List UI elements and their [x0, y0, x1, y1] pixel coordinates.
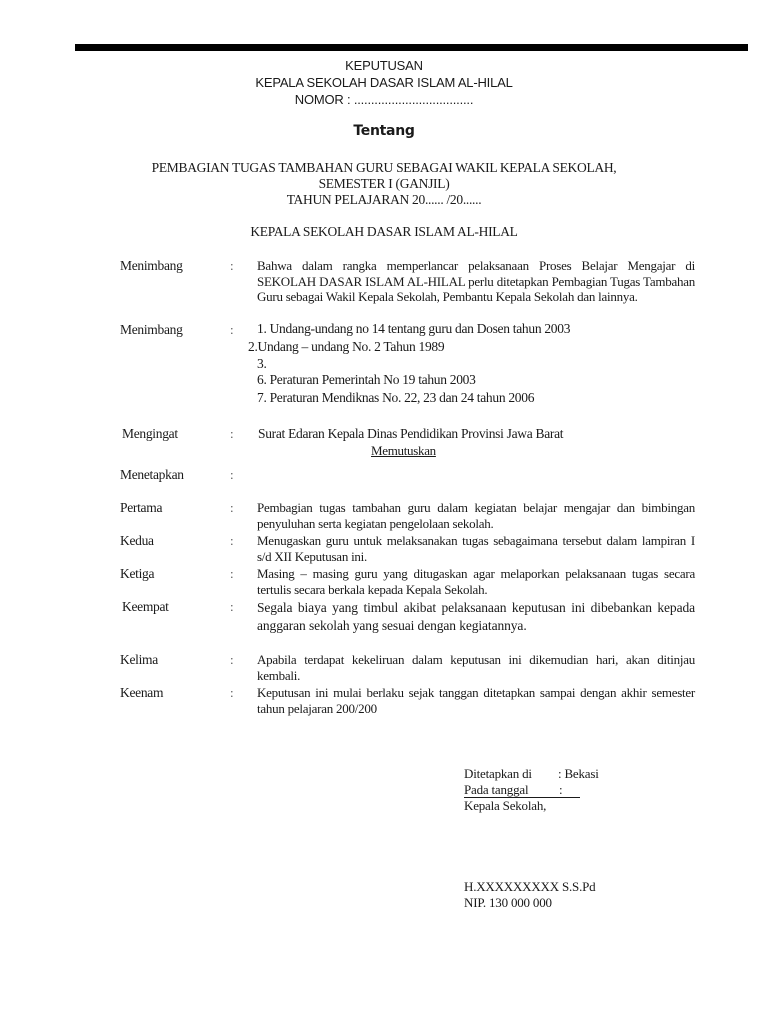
memutuskan-heading: Memutuskan [371, 443, 436, 458]
keempat-label: Keempat [122, 599, 169, 614]
menimbang-label: Menimbang [120, 258, 183, 273]
menetapkan-label: Menetapkan [120, 467, 184, 482]
document-subtitle: KEPALA SEKOLAH DASAR ISLAM AL-HILAL [255, 75, 513, 90]
subject-line-3: TAHUN PELAJARAN 20...... /20...... [286, 192, 482, 207]
ditetapkan-value: : Bekasi [558, 766, 599, 781]
ketiga-colon: : [230, 566, 234, 581]
pertama-text: Pembagian tugas tambahan guru dalam kegiatan belajar mengajar dan bimbingan penyuluhan serta kegiatan pengelolaan sekolah. [257, 500, 695, 531]
kedua-colon: : [230, 533, 234, 548]
signature-name: H.XXXXXXXXX S.S.Pd [464, 879, 596, 894]
kelima-label: Kelima [120, 652, 158, 667]
menimbang-item: 3. [257, 356, 267, 371]
menimbang-item: 1. Undang-undang no 14 tentang guru dan Dosen tahun 2003 [257, 321, 571, 336]
subject-line-1: PEMBAGIAN TUGAS TAMBAHAN GURU SEBAGAI WAKIL KEPALA SEKOLAH, [151, 160, 617, 175]
document-number: NOMOR : ................................... [294, 92, 474, 107]
menimbang-item: 2.Undang – undang No. 2 Tahun 1989 [248, 339, 445, 354]
keenam-label: Keenam [120, 685, 164, 700]
document-title: KEPUTUSAN [345, 58, 423, 73]
pertama-label: Pertama [120, 500, 163, 515]
ditetapkan-label: Ditetapkan di [464, 766, 532, 781]
kedua-text: Menugaskan guru untuk melaksanakan tugas sebagaimana tersebut dalam lampiran I s/d XII Keputusan ini. [257, 533, 695, 564]
menimbang-item: 7. Peraturan Mendiknas No. 22, 23 dan 24 tahun 2006 [257, 390, 535, 405]
menimbang-item: 6. Peraturan Pemerintah No 19 tahun 2003 [257, 372, 476, 387]
menimbang-2-label: Menimbang [120, 322, 183, 337]
pada-tanggal-value: : [559, 782, 563, 797]
kedua-label: Kedua [120, 533, 154, 548]
mengingat-label: Mengingat [122, 426, 178, 441]
kelima-text: Apabila terdapat kekeliruan dalam keputusan ini dikemudian hari, akan ditinjau kembali. [257, 652, 695, 683]
ketiga-label: Ketiga [120, 566, 155, 581]
keenam-text: Keputusan ini mulai berlaku sejak tanggan ditetapkan sampai dengan akhir semester tahun pelajaran 200/200 [257, 685, 695, 716]
subject-line-2: SEMESTER I (GANJIL) [318, 176, 450, 191]
pada-tanggal [464, 782, 580, 798]
signature-nip: NIP. 130 000 000 [464, 895, 552, 910]
menimbang-2-colon: : [230, 322, 234, 337]
keempat-text: Segala biaya yang timbul akibat pelaksanaan keputusan ini dibebankan kepada anggaran sekolah yang sesuai dengan kegiatannya. [257, 600, 695, 633]
keempat-colon: : [230, 599, 234, 614]
ditetapkan-di [464, 766, 599, 782]
menetapkan-colon: : [230, 467, 234, 482]
pada-tanggal-label: Pada tanggal [464, 782, 529, 797]
pertama-colon: : [230, 500, 234, 515]
kelima-colon: : [230, 652, 234, 667]
mengingat-colon: : [230, 426, 234, 441]
tentang-heading: Tentang [353, 123, 415, 139]
signature-position: Kepala Sekolah, [464, 798, 547, 813]
menimbang-colon: : [230, 258, 234, 273]
mengingat-text: Surat Edaran Kepala Dinas Pendidikan Provinsi Jawa Barat [258, 426, 564, 441]
header-rule [75, 44, 748, 51]
ketiga-text: Masing – masing guru yang ditugaskan agar melaporkan pelaksanaan tugas secara tertulis secara berkala kepada Kepala Sekolah. [257, 566, 695, 597]
keenam-colon: : [230, 685, 234, 700]
menimbang-text: Bahwa dalam rangka memperlancar pelaksanaan Proses Belajar Mengajar di SEKOLAH DASAR ISLAM AL-HILAL perlu ditetapkan Pembagian Tugas Tambahan Guru sebagai Wakil Kepala Sekolah, Pembantu Kepala Sekolah dan lainnya. [257, 258, 695, 304]
issuer-heading: KEPALA SEKOLAH DASAR ISLAM AL-HILAL [250, 224, 518, 239]
